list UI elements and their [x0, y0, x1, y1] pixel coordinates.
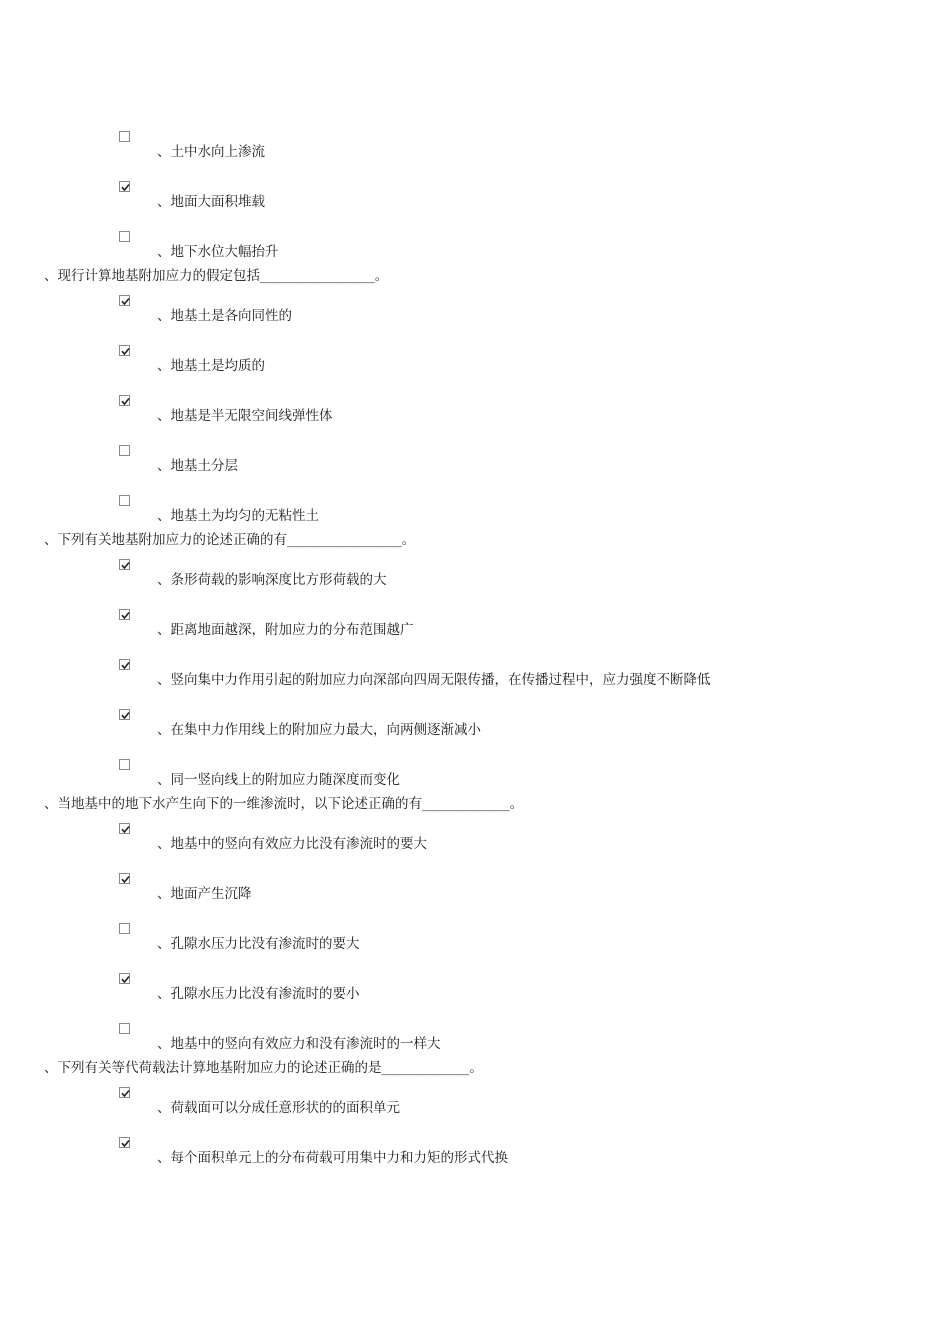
option-label: 、荷载面可以分成任意形状的的面积单元 — [157, 1100, 400, 1116]
question-stem: 、下列有关地基附加应力的论述正确的有_________________。 — [44, 532, 416, 548]
checkbox-checked[interactable] — [119, 709, 130, 720]
option-label: 、同一竖向线上的附加应力随深度而变化 — [157, 772, 400, 788]
option-label: 、地面产生沉降 — [157, 886, 252, 902]
option-label: 、在集中力作用线上的附加应力最大，向两侧逐渐减小 — [157, 722, 481, 738]
checkbox-unchecked[interactable] — [119, 1023, 130, 1034]
option-label: 、每个面积单元上的分布荷载可用集中力和力矩的形式代换 — [157, 1150, 508, 1166]
question-stem: 、下列有关等代荷载法计算地基附加应力的论述正确的是_____________。 — [44, 1060, 483, 1076]
checkbox-checked[interactable] — [119, 395, 130, 406]
option-label: 、地基土为均匀的无粘性土 — [157, 508, 319, 524]
option-label: 、土中水向上渗流 — [157, 144, 265, 160]
checkbox-checked[interactable] — [119, 659, 130, 670]
option-label: 、竖向集中力作用引起的附加应力向深部向四周无限传播，在传播过程中，应力强度不断降低 — [157, 672, 711, 688]
option-label: 、地面大面积堆载 — [157, 194, 265, 210]
option-label: 、地基是半无限空间线弹性体 — [157, 408, 333, 424]
option-label: 、距离地面越深，附加应力的分布范围越广 — [157, 622, 414, 638]
checkbox-checked[interactable] — [119, 1137, 130, 1148]
checkbox-checked[interactable] — [119, 973, 130, 984]
checkbox-unchecked[interactable] — [119, 231, 130, 242]
option-label: 、地基土分层 — [157, 458, 238, 474]
checkbox-checked[interactable] — [119, 559, 130, 570]
checkbox-checked[interactable] — [119, 345, 130, 356]
question-stem: 、当地基中的地下水产生向下的一维渗流时，以下论述正确的有_____________。 — [44, 796, 524, 812]
option-label: 、地基中的竖向有效应力和没有渗流时的一样大 — [157, 1036, 441, 1052]
checkbox-checked[interactable] — [119, 295, 130, 306]
checkbox-checked[interactable] — [119, 181, 130, 192]
question-stem: 、现行计算地基附加应力的假定包括_________________。 — [44, 268, 389, 284]
option-label: 、孔隙水压力比没有渗流时的要大 — [157, 936, 360, 952]
option-label: 、地基中的竖向有效应力比没有渗流时的要大 — [157, 836, 427, 852]
option-label: 、条形荷载的影响深度比方形荷载的大 — [157, 572, 387, 588]
option-label: 、孔隙水压力比没有渗流时的要小 — [157, 986, 360, 1002]
checkbox-checked[interactable] — [119, 873, 130, 884]
checkbox-unchecked[interactable] — [119, 495, 130, 506]
option-label: 、地基土是各向同性的 — [157, 308, 292, 324]
checkbox-unchecked[interactable] — [119, 445, 130, 456]
checkbox-unchecked[interactable] — [119, 923, 130, 934]
checkbox-unchecked[interactable] — [119, 131, 130, 142]
checkbox-checked[interactable] — [119, 1087, 130, 1098]
option-label: 、地下水位大幅抬升 — [157, 244, 279, 260]
checkbox-checked[interactable] — [119, 823, 130, 834]
checkbox-checked[interactable] — [119, 609, 130, 620]
checkbox-unchecked[interactable] — [119, 759, 130, 770]
option-label: 、地基土是均质的 — [157, 358, 265, 374]
